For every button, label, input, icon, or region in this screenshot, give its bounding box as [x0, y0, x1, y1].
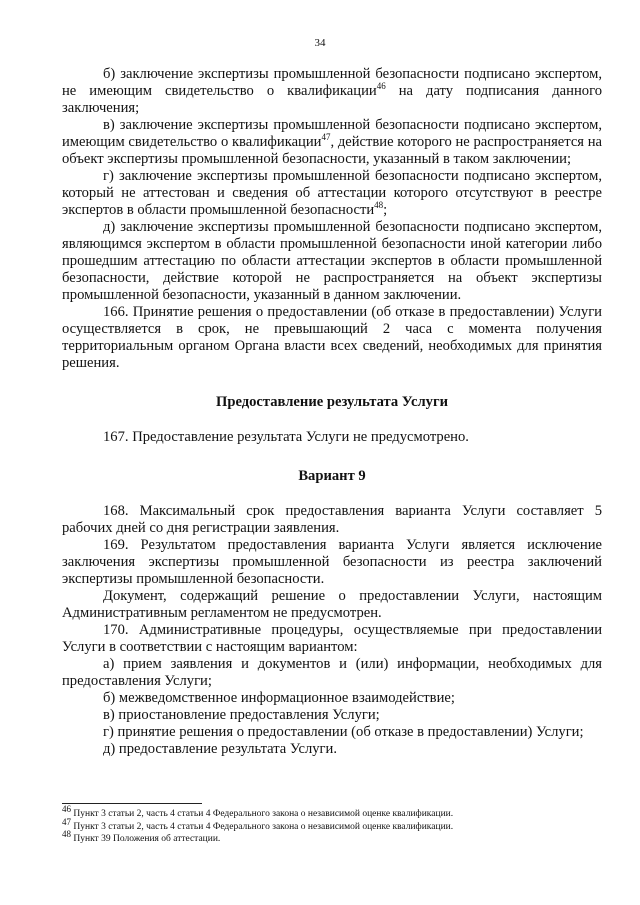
list-item: а) прием заявления и документов и (или) информации, необходимых для предоставления Услуги;: [62, 656, 602, 689]
footnote-ref-48: 48: [374, 200, 384, 211]
section-heading-variant: Вариант 9: [298, 468, 366, 484]
paragraph-170: 170. Административные процедуры, осуществляемые при предоставлении Услуги в соответствии с настоящим вариантом:: [62, 622, 602, 655]
paragraph-b: б) заключение экспертизы промышленной безопасности подписано экспертом, не имеющим свидетельство о квалификации$^{46}$ на дату подписания данного заключения;: [62, 66, 602, 116]
paragraph-169: 169. Результатом предоставления варианта Услуги является исключение заключения экспертизы промышленной безопасности из реестра заключений экспертизы промышленной безопасности.: [62, 537, 602, 587]
list-item: г) принятие решения о предоставлении (об отказе в предоставлении) Услуги;: [103, 724, 584, 740]
paragraph-v: в) заключение экспертизы промышленной безопасности подписано экспертом, имеющим свидетельство о квалификации$^{47}$, действие которого не распространяется на объект экспертизы промышленной безопасности, указанный в таком заключении;: [62, 117, 603, 167]
paragraph-168: 168. Максимальный срок предоставления варианта Услуги составляет 5 рабочих дней со дня регистрации заявления.: [62, 503, 602, 536]
page-number: 34: [314, 37, 326, 49]
section-heading-result: Предоставление результата Услуги: [216, 394, 448, 410]
paragraph-document: Документ, содержащий решение о предоставлении Услуги, настоящим Административным регламентом не предусмотрен.: [62, 588, 602, 621]
footnote-divider: [62, 803, 202, 804]
footnote-47: $^{47}$ Пункт 3 статьи 2, часть 4 статьи 4 Федерального закона о независимой оценке квалификации.: [62, 816, 454, 832]
footnote-ref-46: 46: [376, 81, 386, 92]
list-item: б) межведомственное информационное взаимодействие;: [103, 690, 455, 706]
document-body: [62, 66, 602, 758]
list-item: в) приостановление предоставления Услуги;: [103, 707, 380, 723]
paragraph-g: г) заключение экспертизы промышленной безопасности подписано экспертом, который не аттестован и сведения об аттестации которого отсутствуют в реестре экспертов в области промышленной безопасности$^{48}$;: [62, 168, 602, 218]
paragraph-d: д) заключение экспертизы промышленной безопасности подписано экспертом, являющимся экспертом в области промышленной безопасности иной категории либо прошедшим аттестацию по области аттестации экспертов в области промышленной безопасности, действие которой не распространяется на объект экспертизы промышленной безопасности, указанный в данном заключении.: [62, 219, 602, 303]
footnote-ref-47: 47: [321, 132, 331, 143]
paragraph-166: 166. Принятие решения о предоставлении (об отказе в предоставлении) Услуги осуществляется в срок, не превышающий 2 часа с момента получения территориальным органом Органа власти всех сведений, необходимых для принятия решения.: [62, 304, 602, 371]
list-item: д) предоставление результата Услуги.: [103, 741, 337, 757]
footnotes: [62, 803, 602, 846]
footnote-46: $^{46}$ Пункт 3 статьи 2, часть 4 статьи 4 Федерального закона о независимой оценке квалификации.: [62, 803, 454, 819]
paragraph-167: 167. Предоставление результата Услуги не предусмотрено.: [103, 429, 469, 445]
footnote-48: $^{48}$ Пункт 39 Положения об аттестации.: [62, 828, 221, 844]
